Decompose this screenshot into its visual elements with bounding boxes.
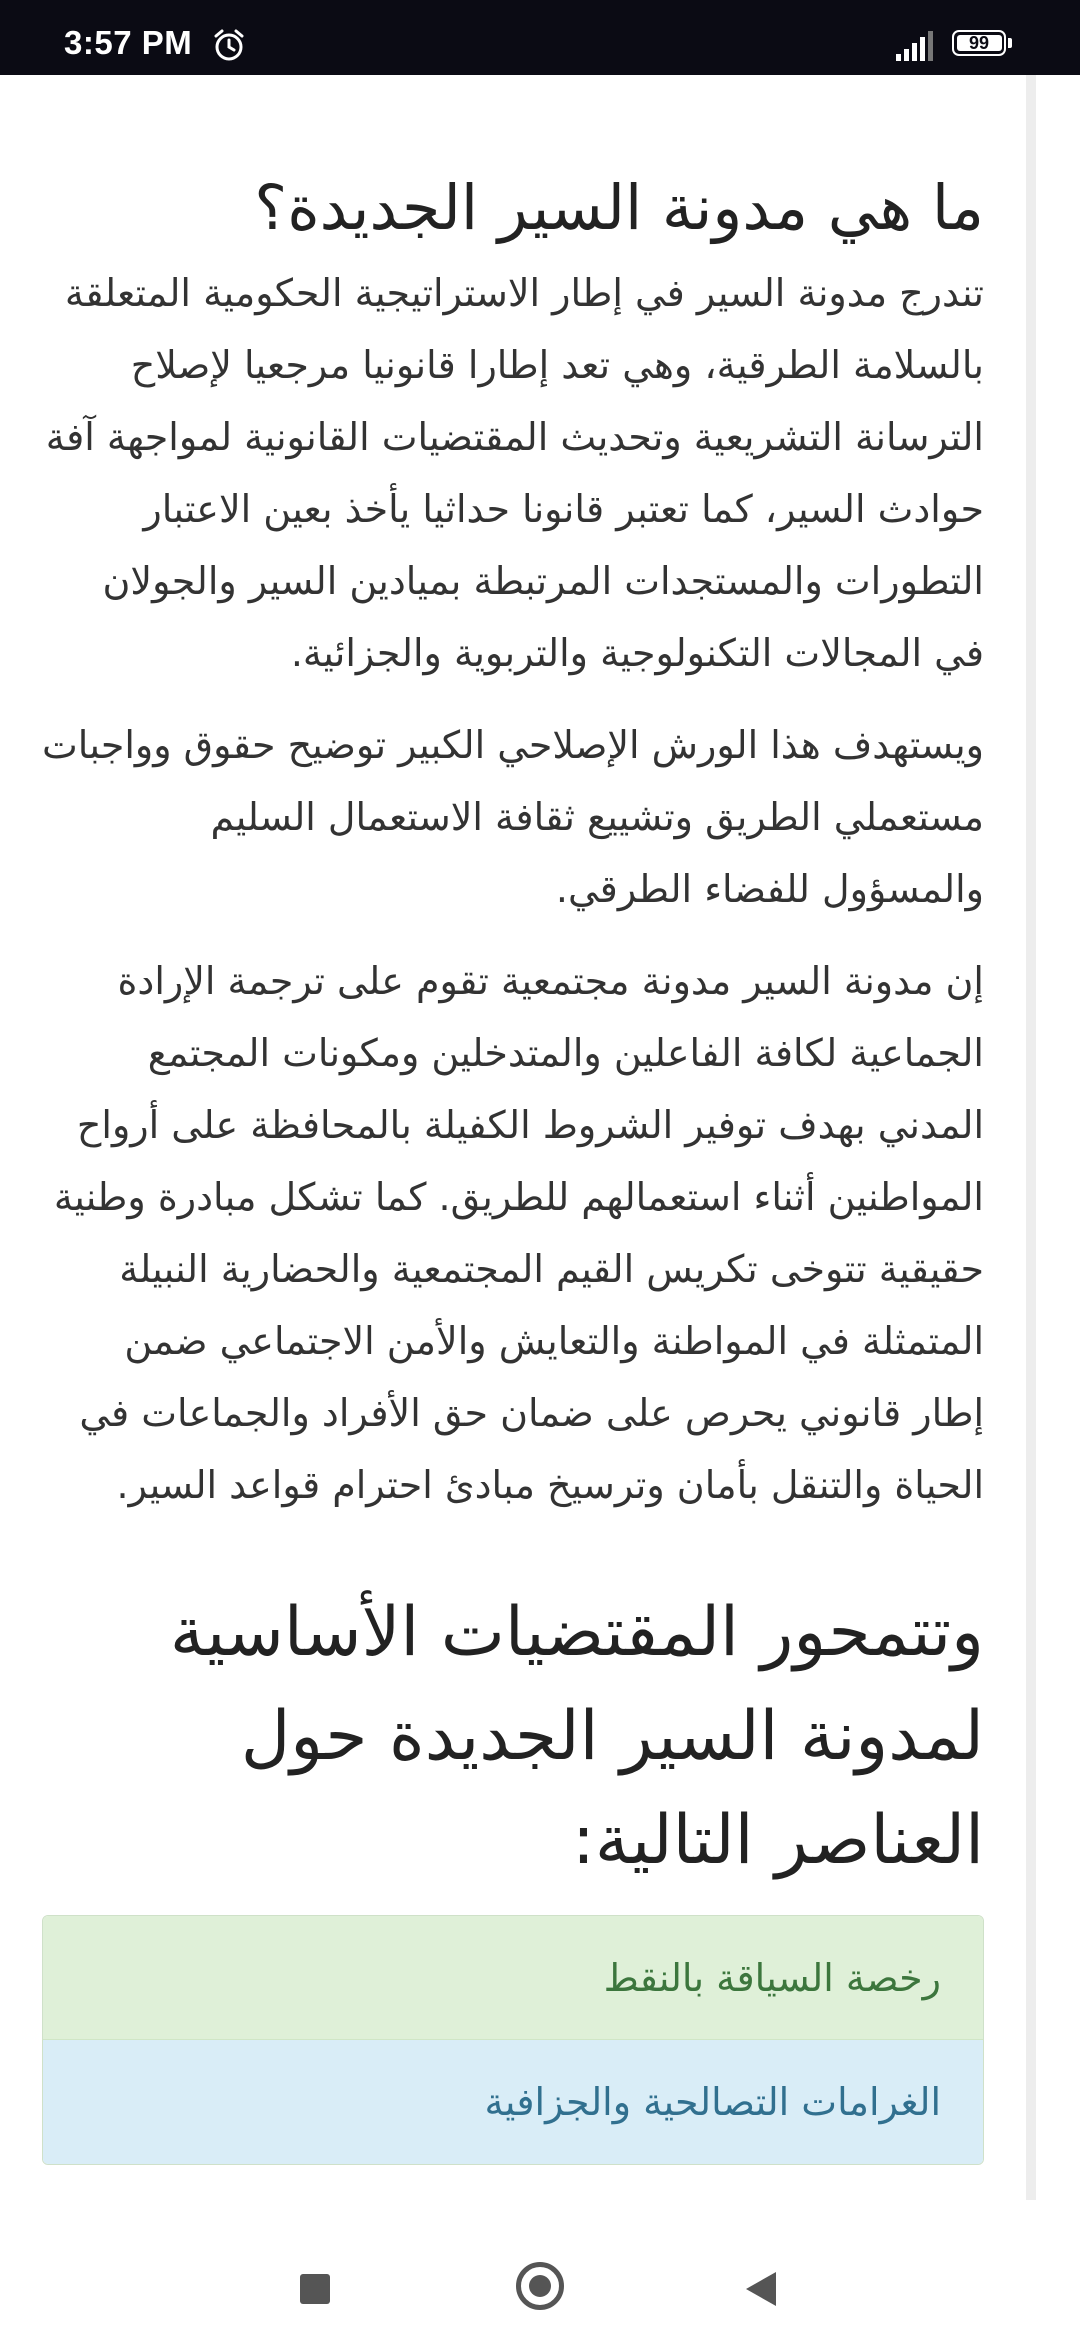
navigation-bar <box>0 2200 1080 2340</box>
list-item-fines[interactable] <box>43 2040 983 2164</box>
paragraph-objective: ويستهدف هذا الورش الإصلاحي الكبير توضيح حقوق وواجبات مستعملي الطريق وتشييع ثقافة الاستعمال السليم والمسؤول للفضاء الطرقي. <box>42 723 984 911</box>
home-icon[interactable] <box>516 2262 564 2310</box>
alarm-icon <box>212 28 246 62</box>
paragraph-intro: تندرج مدونة السير في إطار الاستراتيجية الحكومية المتعلقة بالسلامة الطرقية، وهي تعد إطارا قانونيا مرجعيا لإصلاح الترسانة التشريعية وتحديث المقتضيات القانونية لمواجهة آفة حوادث السير، كما تعتبر قانونا حداثيا يأخذ بعين الاعتبار التطورات والمستجدات المرتبطة بميادين السير والجولان في المجالات التكنولوجية والتربوية والجزائية. <box>45 271 984 675</box>
battery-level-text: 99 <box>968 32 990 53</box>
status-bar <box>0 0 1080 75</box>
page-title: ما هي مدونة السير الجديدة؟ <box>254 171 984 244</box>
scrollbar[interactable] <box>1026 75 1036 2200</box>
page-content[interactable] <box>0 75 1080 2200</box>
list-item-label: رخصة السياقة بالنقط <box>603 1955 941 2000</box>
article <box>42 75 984 2165</box>
recents-icon[interactable] <box>300 2274 330 2304</box>
elements-list <box>42 1915 984 2165</box>
paragraph-community: إن مدونة السير مدونة مجتمعية تقوم على ترجمة الإرادة الجماعية لكافة الفاعلين والمتدخلين ومكونات المجتمع المدني بهدف توفير الشروط الكفيلة بالمحافظة على أرواح المواطنين أثناء استعمالهم للطريق. كما تشكل مبادرة وطنية حقيقية تتوخى تكريس القيم المجتمعية والحضارية النبيلة المتمثلة في المواطنة والتعايش والأمن الاجتماعي ضمن إطار قانوني يحرص على ضمان حق الأفراد والجماعات في الحياة والتنقل بأمان وترسيخ مبادئ احترام قواعد السير. <box>53 959 984 1507</box>
back-icon[interactable] <box>742 2270 778 2308</box>
list-item-points-license[interactable] <box>43 1916 983 2040</box>
status-time: 3:57 PM <box>64 24 193 61</box>
signal-icon <box>894 30 936 62</box>
section-heading: وتتمحور المقتضيات الأساسية لمدونة السير الجديدة حول العناصر التالية: <box>169 1593 984 1880</box>
battery-icon <box>952 30 1016 60</box>
list-item-label: الغرامات التصالحية والجزافية <box>484 2080 941 2124</box>
